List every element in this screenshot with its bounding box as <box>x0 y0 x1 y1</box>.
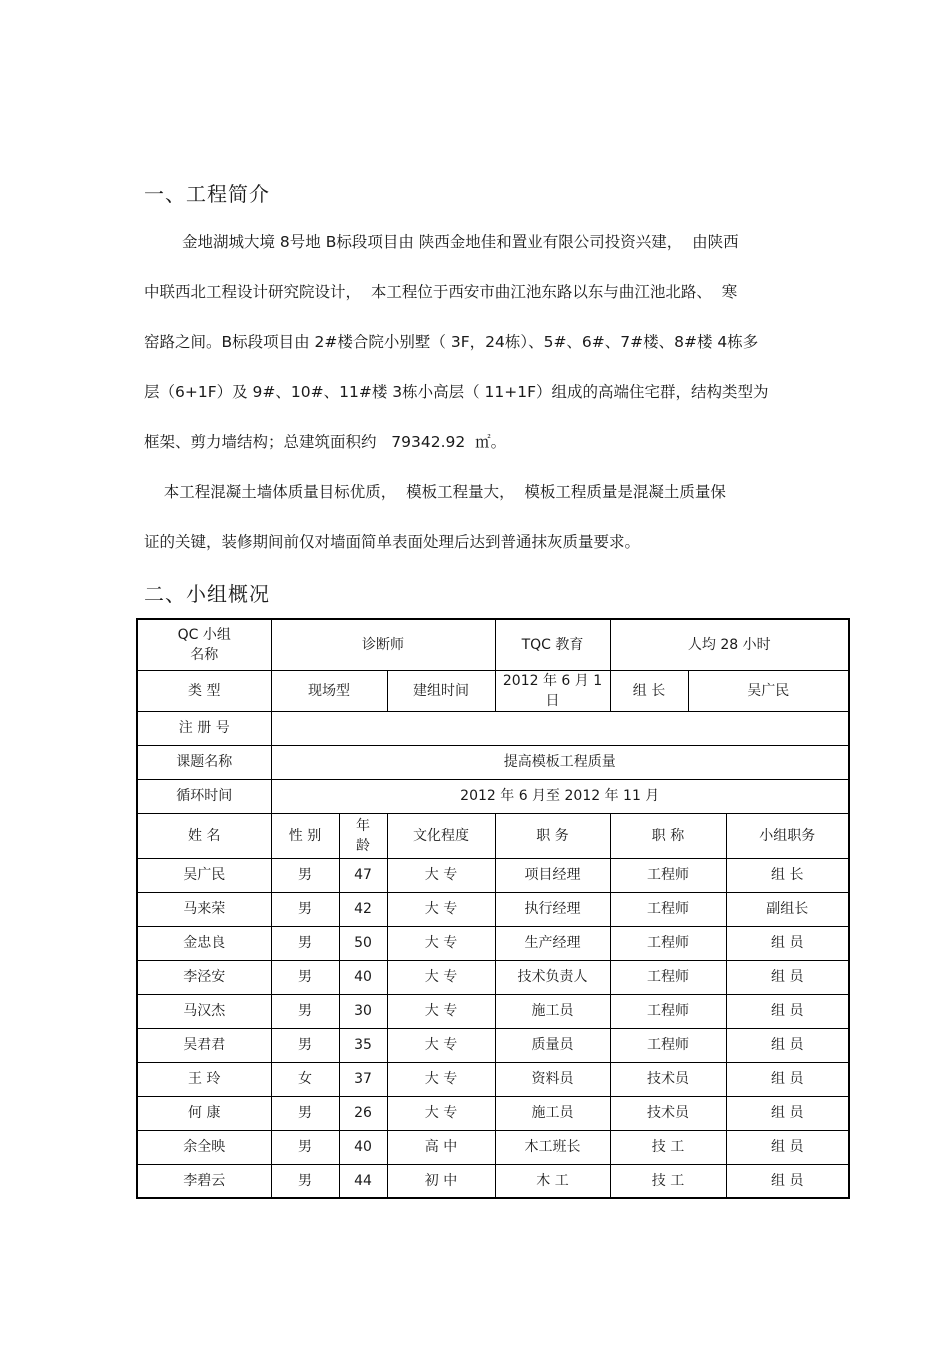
member-age: 40 <box>339 960 387 994</box>
member-position: 木 工 <box>495 1164 610 1198</box>
table-row <box>137 1130 849 1164</box>
member-name: 金忠良 <box>137 926 271 960</box>
member-age: 26 <box>339 1096 387 1130</box>
member-position: 生产经理 <box>495 926 610 960</box>
header-gender: 性 别 <box>271 813 339 858</box>
topic-value: 提高模板工程质量 <box>271 745 849 779</box>
member-age: 42 <box>339 892 387 926</box>
header-title: 职 称 <box>610 813 726 858</box>
member-gender: 女 <box>271 1062 339 1096</box>
table-row <box>137 1164 849 1198</box>
member-age: 44 <box>339 1164 387 1198</box>
member-group-role: 组 员 <box>726 1164 849 1198</box>
paragraph-line: 证的关键，装修期间前仅对墙面简单表面处理后达到普通抹灰质量要求。 <box>144 533 641 551</box>
table-row <box>137 960 849 994</box>
table-row <box>137 858 849 892</box>
member-title: 技术员 <box>610 1062 726 1096</box>
member-title: 技 工 <box>610 1130 726 1164</box>
member-name: 吴君君 <box>137 1028 271 1062</box>
tqc-label: TQC 教育 <box>495 619 610 670</box>
header-education: 文化程度 <box>387 813 495 858</box>
topic-label: 课题名称 <box>137 745 271 779</box>
leader-label: 组 长 <box>610 670 688 711</box>
member-group-role: 组 员 <box>726 994 849 1028</box>
member-position: 木工班长 <box>495 1130 610 1164</box>
paragraph-line: 中联西北工程设计研究院设计， 本工程位于西安市曲江池东路以东与曲江池北路、 寒 <box>144 283 738 301</box>
member-position: 质量员 <box>495 1028 610 1062</box>
member-group-role: 组 员 <box>726 1130 849 1164</box>
member-education: 初 中 <box>387 1164 495 1198</box>
member-name: 李碧云 <box>137 1164 271 1198</box>
member-position: 资料员 <box>495 1062 610 1096</box>
member-education: 高 中 <box>387 1130 495 1164</box>
founded-label: 建组时间 <box>387 670 495 711</box>
member-name: 余全映 <box>137 1130 271 1164</box>
member-group-role: 组 员 <box>726 960 849 994</box>
group-name-label: QC 小组 名称 <box>137 619 271 670</box>
member-gender: 男 <box>271 1028 339 1062</box>
member-position: 技术负责人 <box>495 960 610 994</box>
member-group-role: 组 员 <box>726 1096 849 1130</box>
member-education: 大 专 <box>387 1028 495 1062</box>
member-group-role: 组 员 <box>726 926 849 960</box>
group-overview-table <box>136 618 848 1199</box>
member-group-role: 组 员 <box>726 1028 849 1062</box>
paragraph-line: 金地湖城大境 8号地 B标段项目由 陕西金地佳和置业有限公司投资兴建， 由陕西 <box>182 233 739 251</box>
registration-value <box>271 711 849 745</box>
member-name: 马来荣 <box>137 892 271 926</box>
member-gender: 男 <box>271 892 339 926</box>
member-gender: 男 <box>271 960 339 994</box>
member-title: 工程师 <box>610 1028 726 1062</box>
table-row <box>137 1096 849 1130</box>
table-row <box>137 926 849 960</box>
registration-label: 注 册 号 <box>137 711 271 745</box>
member-group-role: 副组长 <box>726 892 849 926</box>
project-intro-paragraph <box>144 217 848 467</box>
paragraph-line: 本工程混凝土墙体质量目标优质， 模板工程量大， 模板工程质量是混凝土质量保 <box>144 483 726 501</box>
member-name: 马汉杰 <box>137 994 271 1028</box>
member-gender: 男 <box>271 1096 339 1130</box>
section-title-group-overview: 二、小组概况 <box>144 582 270 606</box>
member-education: 大 专 <box>387 960 495 994</box>
table-row <box>137 1028 849 1062</box>
table-row <box>137 1062 849 1096</box>
member-gender: 男 <box>271 1164 339 1198</box>
member-education: 大 专 <box>387 926 495 960</box>
member-title: 技术员 <box>610 1096 726 1130</box>
paragraph-line: 层（6+1F）及 9#、10#、11#楼 3栋小高层（ 11+1F）组成的高端住宅群，结构类型为 <box>144 383 769 401</box>
member-position: 执行经理 <box>495 892 610 926</box>
paragraph-line: 窑路之间。B标段项目由 2#楼合院小别墅（ 3F，24栋）、5#、6#、7#楼、8#楼 4栋多 <box>144 333 759 351</box>
member-title: 工程师 <box>610 858 726 892</box>
member-position: 施工员 <box>495 1096 610 1130</box>
table-row <box>137 994 849 1028</box>
member-gender: 男 <box>271 994 339 1028</box>
member-gender: 男 <box>271 1130 339 1164</box>
member-position: 项目经理 <box>495 858 610 892</box>
founded-value: 2012 年 6 月 1 日 <box>495 670 610 711</box>
type-value: 现场型 <box>271 670 387 711</box>
header-age: 年 龄 <box>339 813 387 858</box>
member-education: 大 专 <box>387 1096 495 1130</box>
member-title: 工程师 <box>610 960 726 994</box>
group-name-value: 诊断师 <box>271 619 495 670</box>
member-age: 47 <box>339 858 387 892</box>
type-label: 类 型 <box>137 670 271 711</box>
table-row <box>137 892 849 926</box>
member-education: 大 专 <box>387 1062 495 1096</box>
member-name: 王 玲 <box>137 1062 271 1096</box>
member-education: 大 专 <box>387 892 495 926</box>
header-name: 姓 名 <box>137 813 271 858</box>
tqc-value: 人均 28 小时 <box>610 619 849 670</box>
member-title: 工程师 <box>610 926 726 960</box>
member-group-role: 组 员 <box>726 1062 849 1096</box>
member-title: 工程师 <box>610 892 726 926</box>
member-title: 技 工 <box>610 1164 726 1198</box>
leader-value: 吴广民 <box>688 670 849 711</box>
cycle-value: 2012 年 6 月至 2012 年 11 月 <box>271 779 849 813</box>
header-position: 职 务 <box>495 813 610 858</box>
member-name: 何 康 <box>137 1096 271 1130</box>
member-age: 35 <box>339 1028 387 1062</box>
paragraph-line: 框架、剪力墙结构；总建筑面积约 79342.92 ㎡。 <box>144 433 507 451</box>
cycle-label: 循环时间 <box>137 779 271 813</box>
member-name: 吴广民 <box>137 858 271 892</box>
member-age: 50 <box>339 926 387 960</box>
member-group-role: 组 长 <box>726 858 849 892</box>
member-age: 30 <box>339 994 387 1028</box>
quality-goal-paragraph <box>144 467 848 567</box>
member-gender: 男 <box>271 926 339 960</box>
member-position: 施工员 <box>495 994 610 1028</box>
member-age: 37 <box>339 1062 387 1096</box>
member-gender: 男 <box>271 858 339 892</box>
section-title-project-intro: 一、工程简介 <box>144 182 270 206</box>
member-education: 大 专 <box>387 858 495 892</box>
header-group-role: 小组职务 <box>726 813 849 858</box>
member-age: 40 <box>339 1130 387 1164</box>
member-education: 大 专 <box>387 994 495 1028</box>
member-title: 工程师 <box>610 994 726 1028</box>
member-name: 李泾安 <box>137 960 271 994</box>
